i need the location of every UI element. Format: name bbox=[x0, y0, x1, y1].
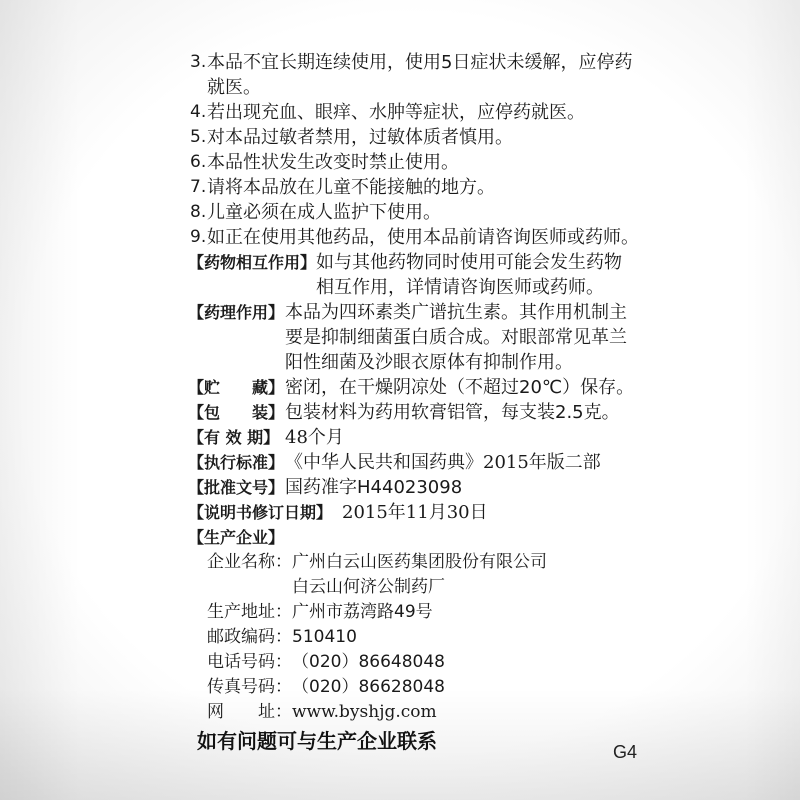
item-number: 5. bbox=[190, 127, 207, 147]
section-value: 《中华人民共和国药典》2015年版二部 bbox=[285, 452, 601, 473]
item-number: 9. bbox=[190, 227, 207, 247]
section-label: 【说明书修订日期】 bbox=[188, 503, 333, 522]
field-value: （020）86648048 bbox=[292, 652, 445, 672]
manufacturer-fax bbox=[188, 675, 639, 700]
field-label: 邮政编码： bbox=[207, 627, 292, 647]
section-label: 【生产企业】 bbox=[188, 528, 285, 547]
page-code: G4 bbox=[613, 742, 638, 762]
item-number: 3. bbox=[190, 52, 207, 72]
field-label: 电话号码： bbox=[207, 652, 292, 672]
section-value: 包装材料为药用软膏铝管，每支装2.5克。 bbox=[285, 402, 620, 423]
section-shelf-life bbox=[188, 425, 639, 450]
section-approval-number bbox=[188, 475, 639, 500]
field-label: 网 址： bbox=[207, 702, 292, 722]
contact-note: 如有问题可与生产企业联系 bbox=[197, 729, 437, 753]
section-value: 密闭，在干燥阴凉处（不超过20℃）保存。 bbox=[285, 377, 635, 398]
precaution-item-8 bbox=[188, 200, 639, 225]
item-text: 儿童必须在成人监护下使用。 bbox=[207, 202, 441, 223]
section-revision-date bbox=[188, 500, 639, 525]
section-value bbox=[285, 300, 627, 375]
item-number: 6. bbox=[190, 152, 207, 172]
section-packaging bbox=[188, 400, 639, 425]
section-storage bbox=[188, 375, 639, 400]
precaution-item-6 bbox=[188, 150, 639, 175]
text-line: 相互作用，详情请咨询医师或药师。 bbox=[316, 277, 604, 298]
section-label: 【批准文号】 bbox=[188, 478, 285, 497]
precaution-item-3 bbox=[188, 50, 639, 100]
section-label: 【药理作用】 bbox=[188, 303, 285, 322]
section-pharmacology bbox=[188, 300, 639, 375]
item-text: 请将本品放在儿童不能接触的地方。 bbox=[207, 177, 495, 198]
text-line: 如与其他药物同时使用可能会发生药物 bbox=[316, 252, 622, 273]
field-value: 510410 bbox=[292, 627, 357, 647]
section-label: 【贮 藏】 bbox=[188, 378, 285, 397]
field-label: 企业名称： bbox=[207, 552, 292, 572]
item-number: 8. bbox=[190, 202, 207, 222]
field-label: 传真号码： bbox=[207, 677, 292, 697]
section-standard bbox=[188, 450, 639, 475]
section-drug-interactions bbox=[188, 250, 639, 300]
insert-body bbox=[188, 50, 639, 725]
manufacturer-name bbox=[188, 550, 639, 600]
section-label: 【执行标准】 bbox=[188, 453, 285, 472]
precaution-item-5 bbox=[188, 125, 639, 150]
item-text: 对本品过敏者禁用，过敏体质者慎用。 bbox=[207, 127, 513, 148]
item-number: 4. bbox=[190, 102, 207, 122]
section-label: 【包 装】 bbox=[188, 403, 285, 422]
section-value: 国药准字H44023098 bbox=[285, 477, 463, 498]
section-label: 【有 效 期】 bbox=[188, 428, 280, 447]
item-text: 若出现充血、眼痒、水肿等症状，应停药就医。 bbox=[207, 102, 585, 123]
section-label: 【药物相互作用】 bbox=[188, 253, 317, 272]
manufacturer-address bbox=[188, 600, 639, 625]
item-number: 7. bbox=[190, 177, 207, 197]
field-value bbox=[292, 550, 547, 600]
text-line: 就医。 bbox=[207, 77, 261, 98]
field-label: 生产地址： bbox=[207, 602, 292, 622]
text-line: 本品为四环素类广谱抗生素。其作用机制主 bbox=[285, 302, 627, 323]
text-line: 阳性细菌及沙眼衣原体有抑制作用。 bbox=[285, 352, 573, 373]
precaution-item-7 bbox=[188, 175, 639, 200]
item-text: 本品性状发生改变时禁止使用。 bbox=[207, 152, 459, 173]
field-value: www.byshjg.com bbox=[292, 702, 437, 722]
item-text bbox=[207, 50, 632, 100]
text-line: 广州白云山医药集团股份有限公司 bbox=[292, 552, 547, 572]
text-line: 白云山何济公制药厂 bbox=[292, 577, 445, 597]
text-line: 本品不宜长期连续使用，使用5日症状未缓解，应停药 bbox=[207, 52, 633, 73]
section-manufacturer bbox=[188, 525, 639, 550]
section-value: 48个月 bbox=[285, 427, 344, 448]
manufacturer-phone bbox=[188, 650, 639, 675]
manufacturer-website bbox=[188, 700, 639, 725]
precaution-item-9 bbox=[188, 225, 639, 250]
field-value: （020）86628048 bbox=[292, 677, 445, 697]
section-value: 2015年11月30日 bbox=[342, 502, 488, 523]
section-value bbox=[316, 250, 622, 300]
field-value: 广州市荔湾路49号 bbox=[292, 602, 433, 622]
manufacturer-postcode bbox=[188, 625, 639, 650]
precaution-item-4 bbox=[188, 100, 639, 125]
item-text: 如正在使用其他药品，使用本品前请咨询医师或药师。 bbox=[207, 227, 639, 248]
text-line: 要是抑制细菌蛋白质合成。对眼部常见革兰 bbox=[285, 327, 627, 348]
